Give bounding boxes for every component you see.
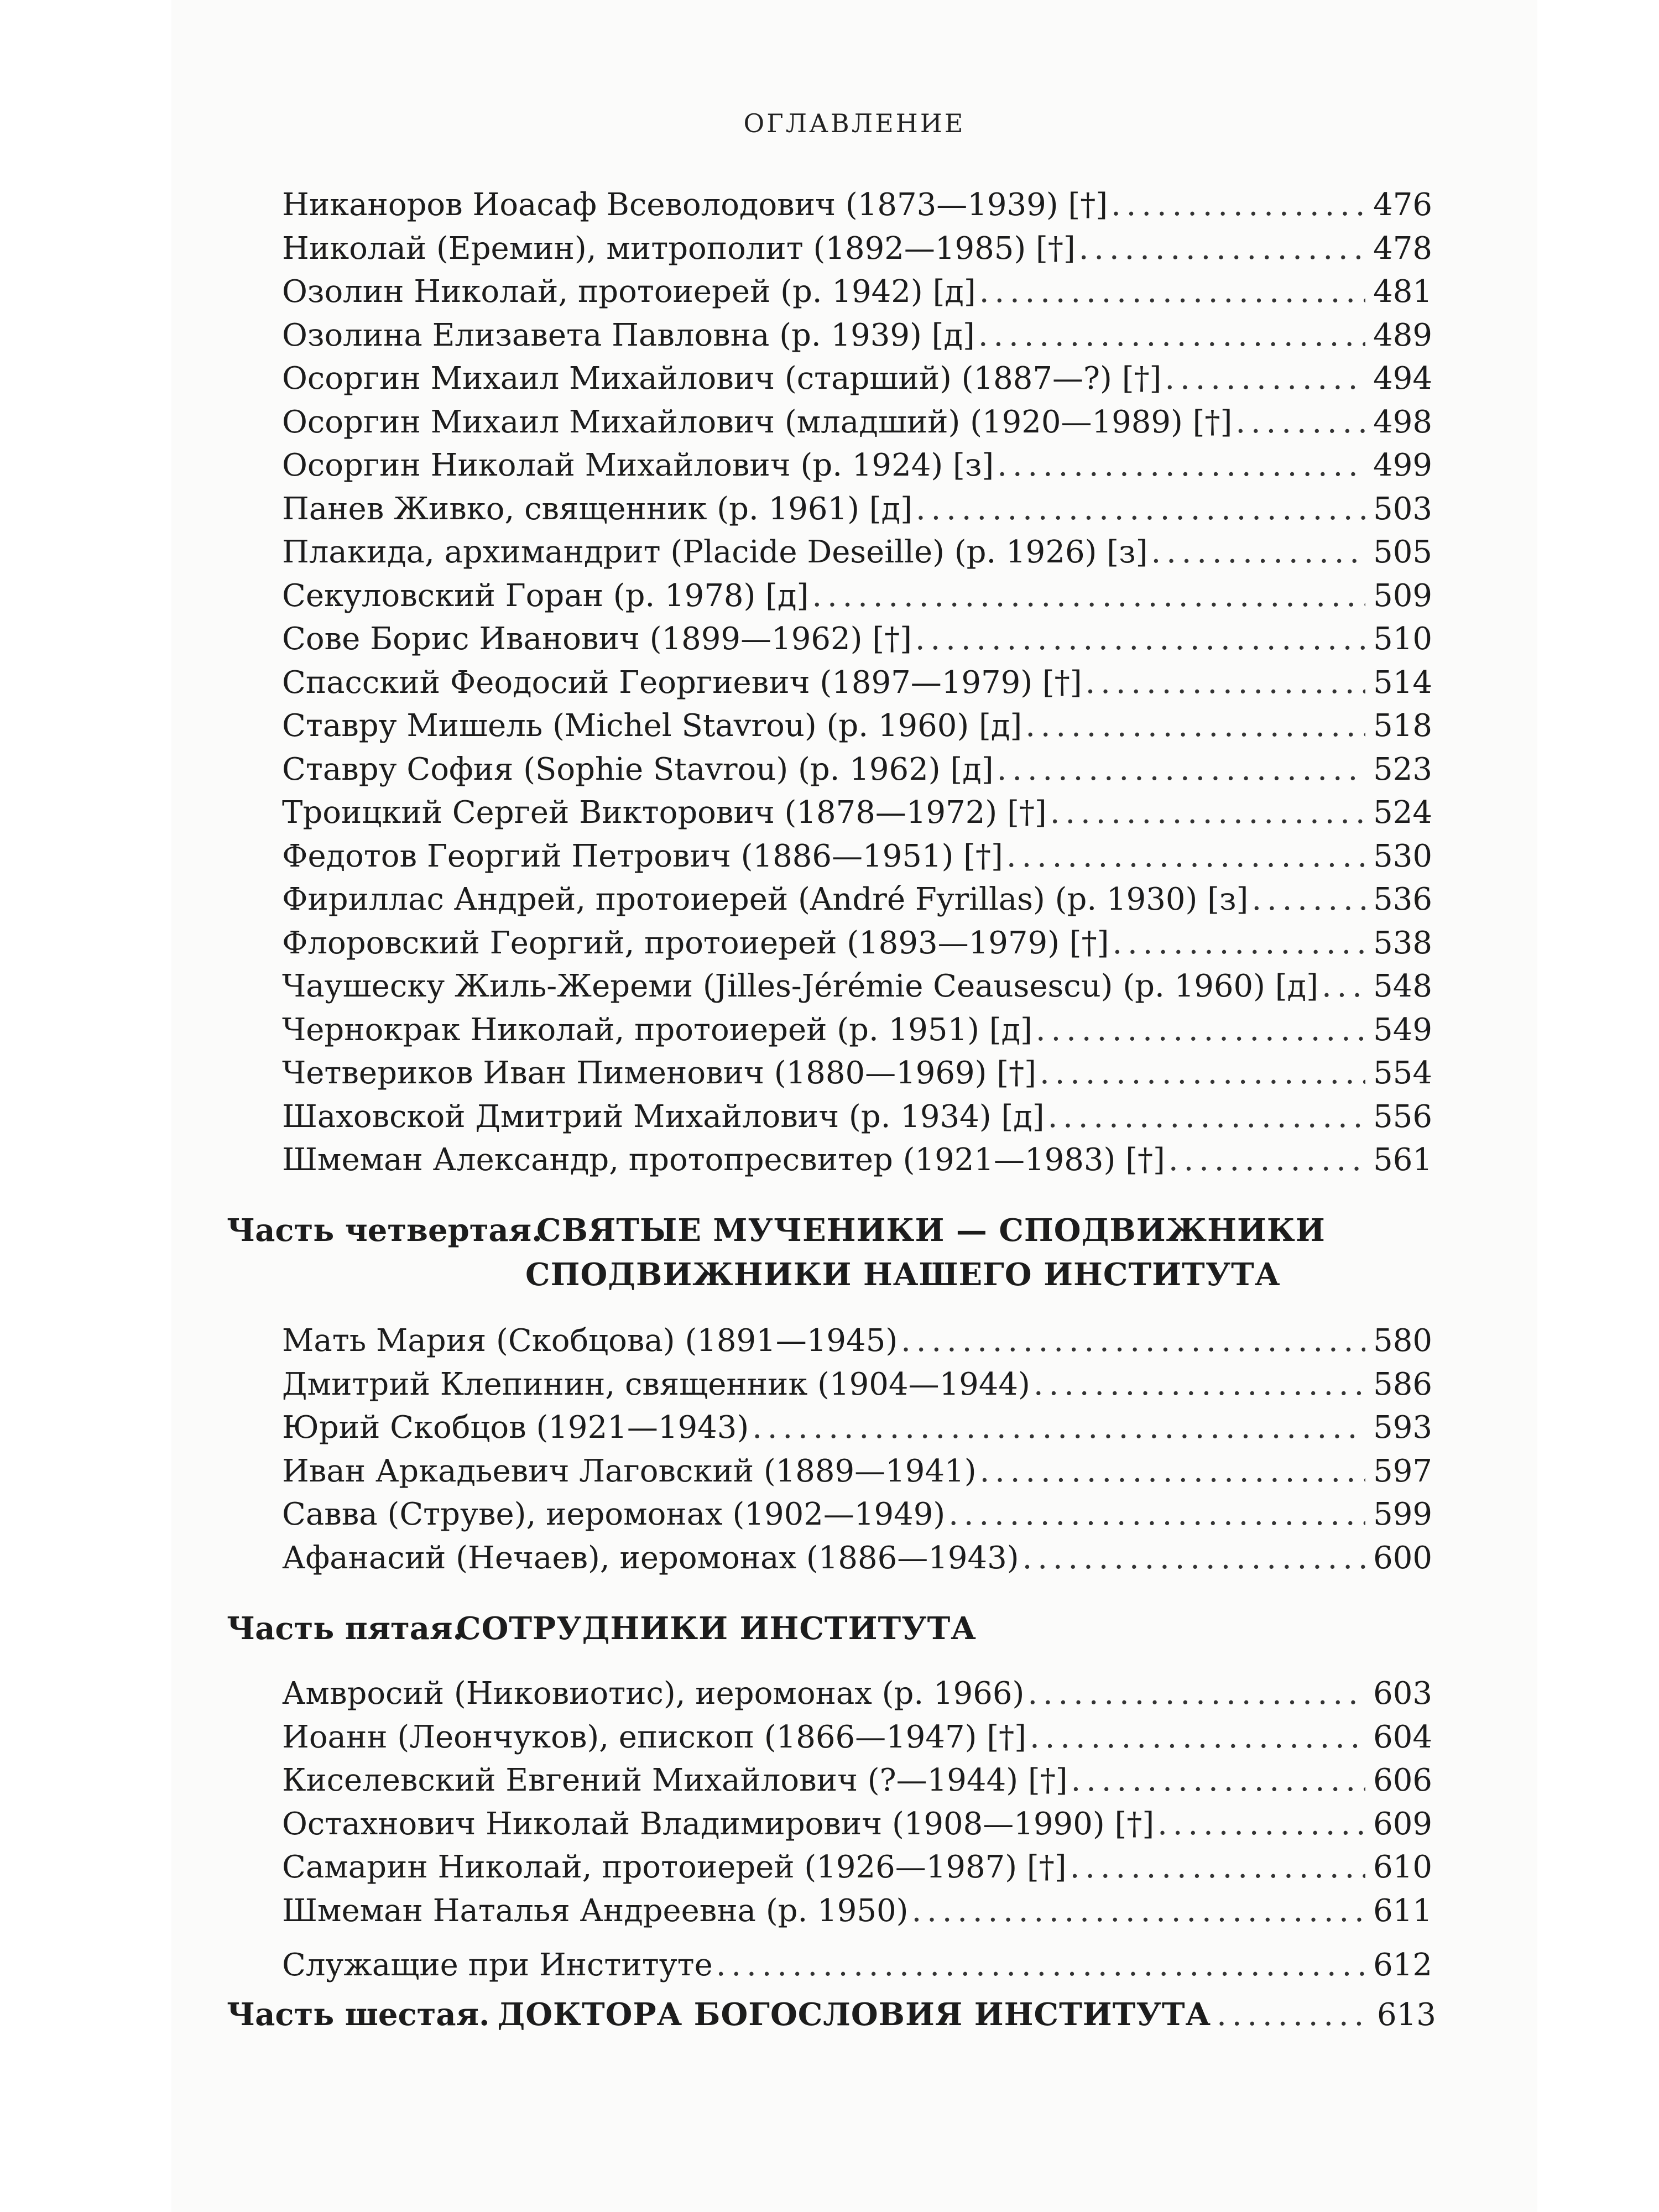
dot-leader (1168, 1142, 1365, 1178)
toc-entry[interactable] (282, 1762, 1432, 1806)
toc-entry-title: Озолин Николай, протоиерей (р. 1942) [д] (282, 274, 976, 310)
toc-entry-title: Чаушеску Жиль-Жереми (Jilles-Jérémie Ceausescu) (р. 1960) [д] (282, 968, 1318, 1004)
dot-leader (915, 621, 1365, 657)
toc-entry-title: Мать Мария (Скобцова) (1891—1945) (282, 1323, 898, 1359)
toc-entry[interactable] (282, 968, 1432, 1011)
toc-entry-title: Служащие при Институте (282, 1947, 713, 1983)
toc-entry-page: 597 (1373, 1453, 1432, 1489)
toc-entry-title: Озолина Елизавета Павловна (р. 1939) [д] (282, 317, 975, 353)
toc-entry[interactable] (282, 1055, 1432, 1098)
dot-leader (1025, 708, 1365, 744)
toc-entry-page: 503 (1373, 491, 1432, 527)
toc-entry-title: Юрий Скобцов (1921—1943) (282, 1410, 749, 1446)
toc-entry-page: 599 (1373, 1496, 1432, 1532)
toc-entry-page: 505 (1373, 534, 1432, 570)
toc-entry-title: Секуловский Горан (р. 1978) [д] (282, 577, 809, 614)
dot-leader (901, 1323, 1365, 1359)
part-4-title-line1: СВЯТЫЕ МУЧЕНИКИ — СПОДВИЖНИКИ (536, 1212, 1326, 1249)
toc-entry-page: 530 (1373, 838, 1432, 874)
toc-entry-title: Шаховской Дмитрий Михайлович (р. 1934) [д] (282, 1098, 1045, 1135)
toc-entry-page: 611 (1373, 1892, 1432, 1929)
dot-leader (1086, 665, 1366, 701)
toc-entry-page: 476 (1373, 187, 1432, 223)
dot-leader (1048, 1099, 1366, 1135)
toc-entry[interactable] (282, 361, 1432, 404)
part-6-label: Часть шестая. (227, 1996, 490, 2033)
toc-entry[interactable] (282, 795, 1432, 838)
toc-entry-page: 524 (1373, 795, 1432, 831)
toc-entry[interactable] (282, 1142, 1432, 1185)
toc-entry-title: Осоргин Николай Михайлович (р. 1924) [з] (282, 447, 994, 483)
toc-entry[interactable] (282, 187, 1432, 230)
toc-entry-title: Панев Живко, священник (р. 1961) [д] (282, 491, 912, 527)
toc-entry-title: Флоровский Георгий, протоиерей (1893—1979) [†] (282, 925, 1109, 961)
dot-leader (1165, 361, 1365, 397)
toc-entry[interactable] (282, 404, 1432, 447)
toc-entry-page: 554 (1373, 1055, 1432, 1091)
toc-entry-page: 536 (1373, 881, 1432, 917)
part-4-title-line2: СПОДВИЖНИКИ НАШЕГО ИНСТИТУТА (525, 1256, 1281, 1293)
toc-entry-page: 481 (1373, 274, 1432, 310)
toc-entry-page: 548 (1373, 968, 1432, 1004)
dot-leader (716, 1947, 1365, 1983)
toc-entry[interactable] (282, 1893, 1432, 1936)
dot-leader (997, 752, 1366, 787)
dot-leader (1040, 1055, 1365, 1091)
toc-entry[interactable] (282, 1849, 1432, 1892)
toc-entry-page: 514 (1373, 664, 1432, 701)
toc-entry[interactable] (282, 1099, 1432, 1142)
dot-leader (980, 1453, 1366, 1489)
toc-entry-page: 609 (1373, 1806, 1432, 1842)
toc-entry-title: Сове Борис Иванович (1899—1962) [†] (282, 621, 912, 657)
toc-entry-title: Фириллас Андрей, протоиерей (André Fyrillas) (р. 1930) [з] (282, 881, 1249, 917)
dot-leader (1157, 1806, 1365, 1842)
toc-entry-title: Иван Аркадьевич Лаговский (1889—1941) (282, 1453, 977, 1489)
dot-leader (1322, 968, 1365, 1004)
dot-leader (912, 1893, 1366, 1929)
toc-entry-title: Амвросий (Никовиотис), иеромонах (р. 1966) (282, 1676, 1025, 1712)
dot-leader (916, 491, 1365, 527)
part-5-label: Часть пятая. (227, 1610, 463, 1647)
toc-entry[interactable] (282, 578, 1432, 621)
toc-entry-title: Николай (Еремин), митрополит (1892—1985) [†] (282, 230, 1076, 267)
dot-leader (1071, 1762, 1366, 1798)
toc-entry-page: 509 (1373, 577, 1432, 614)
toc-entry[interactable] (282, 1719, 1432, 1762)
part-6-entry[interactable] (227, 1996, 1436, 2039)
dot-leader (1036, 1012, 1365, 1048)
toc-entry-page: 556 (1373, 1098, 1432, 1135)
toc-entry-title: Афанасий (Нечаев), иеромонах (1886—1943) (282, 1540, 1019, 1576)
dot-leader (1050, 795, 1365, 831)
toc-entry-title: Осоргин Михаил Михайлович (младший) (1920—1989) [†] (282, 404, 1233, 440)
toc-entry-title: Чернокрак Николай, протоиерей (р. 1951) [д] (282, 1011, 1032, 1048)
toc-entry[interactable] (282, 1496, 1432, 1540)
toc-entry[interactable] (282, 534, 1432, 577)
toc-entry[interactable] (282, 752, 1432, 795)
dot-leader (1034, 1366, 1365, 1402)
toc-entry-page: 600 (1373, 1540, 1432, 1576)
toc-entry[interactable] (282, 231, 1432, 274)
dot-leader (1070, 1849, 1365, 1885)
toc-entry-page: 612 (1373, 1947, 1432, 1983)
dot-leader (1217, 1997, 1369, 2033)
toc-entry[interactable] (282, 1453, 1432, 1496)
toc-entry-title: Савва (Струве), иеромонах (1902—1949) (282, 1496, 946, 1532)
dot-leader (1027, 1676, 1365, 1712)
toc-entry-page: 606 (1373, 1762, 1432, 1798)
toc-entry-page: 494 (1373, 361, 1432, 397)
toc-entry-title: Дмитрий Клепинин, священник (1904—1944) (282, 1366, 1030, 1402)
toc-entry-page: 586 (1373, 1366, 1432, 1402)
toc-entry-title: Федотов Георгий Петрович (1886—1951) [†] (282, 838, 1003, 874)
toc-entry[interactable] (282, 621, 1432, 664)
toc-entry-title: Иоанн (Леончуков), епископ (1866—1947) [†] (282, 1719, 1027, 1755)
toc-entry[interactable] (282, 838, 1432, 881)
toc-entry-page: 523 (1373, 751, 1432, 787)
toc-entry[interactable] (282, 1947, 1432, 1990)
toc-entry[interactable] (282, 1806, 1432, 1849)
toc-entry[interactable] (282, 1540, 1432, 1583)
toc-entry-title: Шмеман Наталья Андреевна (р. 1950) (282, 1892, 909, 1929)
toc-entry-page: 478 (1373, 230, 1432, 267)
toc-entry-page: 518 (1373, 708, 1432, 744)
part-6-page: 613 (1377, 1997, 1436, 2033)
toc-entry-page: 561 (1373, 1142, 1432, 1178)
toc-entry[interactable] (282, 1323, 1432, 1366)
toc-entry[interactable] (282, 665, 1432, 708)
toc-entry-page: 499 (1373, 447, 1432, 483)
toc-entry[interactable] (282, 881, 1432, 925)
part-4-label: Часть четвертая. (227, 1212, 542, 1249)
toc-entry-page: 549 (1373, 1011, 1432, 1048)
dot-leader (812, 578, 1365, 614)
toc-entry-title: Ставру София (Sophie Stavrou) (р. 1962) [д] (282, 751, 994, 787)
dot-leader (948, 1496, 1365, 1532)
toc-entry-title: Ставру Мишель (Michel Stavrou) (р. 1960) [д] (282, 708, 1022, 744)
dot-leader (1022, 1540, 1365, 1576)
toc-entry-page: 510 (1373, 621, 1432, 657)
toc-entry-page: 580 (1373, 1323, 1432, 1359)
toc-entry-page: 489 (1373, 317, 1432, 353)
toc-entry[interactable] (282, 491, 1432, 534)
dot-leader (1251, 881, 1365, 917)
toc-entry[interactable] (282, 925, 1432, 968)
dot-leader (752, 1410, 1365, 1446)
dot-leader (997, 447, 1365, 483)
toc-entry[interactable] (282, 317, 1432, 361)
toc-entry-page: 610 (1373, 1849, 1432, 1885)
toc-entry[interactable] (282, 274, 1432, 317)
part-5-title: СОТРУДНИКИ ИНСТИТУТА (456, 1610, 977, 1647)
toc-entry-title: Спасский Феодосий Георгиевич (1897—1979) [†] (282, 664, 1082, 701)
dot-leader (978, 317, 1365, 353)
toc-entry-page: 593 (1373, 1410, 1432, 1446)
dot-leader (1111, 187, 1365, 223)
dot-leader (1030, 1719, 1365, 1755)
toc-entry-title: Плакида, архимандрит (Placide Deseille) (р. 1926) [з] (282, 534, 1148, 570)
toc-entry[interactable] (282, 1366, 1432, 1410)
toc-entry-page: 498 (1373, 404, 1432, 440)
toc-entry-title: Троицкий Сергей Викторович (1878—1972) [†] (282, 795, 1047, 831)
toc-entry-title: Остахнович Николай Владимирович (1908—1990) [†] (282, 1806, 1155, 1842)
toc-entry-title: Никаноров Иоасаф Всеволодович (1873—1939) [†] (282, 187, 1108, 223)
toc-entry-title: Самарин Николай, протоиерей (1926—1987) [†] (282, 1849, 1067, 1885)
toc-entry-title: Киселевский Евгений Михайлович (?—1944) [†] (282, 1762, 1068, 1798)
part-6-title: ДОКТОРА БОГОСЛОВИЯ ИНСТИТУТА (497, 1996, 1212, 2033)
toc-entry[interactable] (282, 1410, 1432, 1453)
toc-entry-page: 604 (1373, 1719, 1432, 1755)
toc-entry[interactable] (282, 447, 1432, 491)
dot-leader (1112, 925, 1365, 961)
toc-entry-title: Четвериков Иван Пименович (1880—1969) [†] (282, 1055, 1036, 1091)
dot-leader (1151, 534, 1365, 570)
toc-entry[interactable] (282, 1012, 1432, 1055)
dot-leader (979, 274, 1365, 310)
running-header: ОГЛАВЛЕНИЕ (743, 108, 966, 138)
toc-entry-page: 603 (1373, 1676, 1432, 1712)
toc-entry-title: Шмеман Александр, протопресвитер (1921—1983) [†] (282, 1142, 1165, 1178)
dot-leader (1079, 231, 1365, 267)
dot-leader (1235, 404, 1365, 440)
toc-entry-page: 538 (1373, 925, 1432, 961)
toc-entry-title: Осоргин Михаил Михайлович (старший) (1887—?) [†] (282, 361, 1162, 397)
toc-entry[interactable] (282, 1676, 1432, 1719)
dot-leader (1006, 838, 1365, 874)
toc-entry[interactable] (282, 708, 1432, 751)
